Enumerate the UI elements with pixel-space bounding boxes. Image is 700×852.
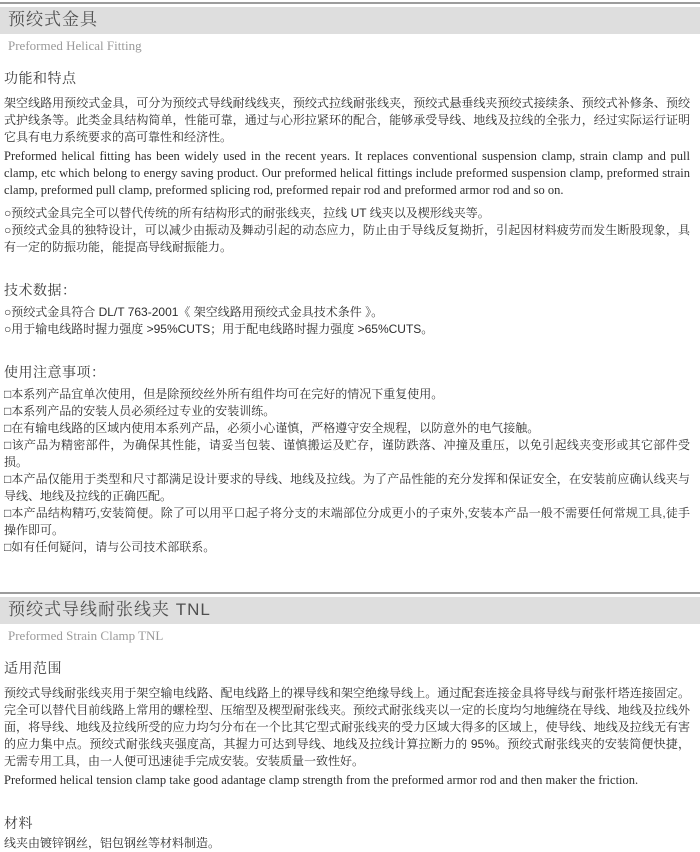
section2-title: 预绞式导线耐张线夹 TNL: [8, 600, 211, 619]
tech-bullet-list: [4, 304, 690, 338]
section2-subtitle: Preformed Strain Clamp TNL: [8, 628, 164, 643]
usage-bullet: □如有任何疑问，请与公司技术部联系。: [4, 540, 216, 554]
section-gap: [0, 556, 700, 590]
feature-bullet: ○预绞式金具的独特设计，可以减少由振动及舞动引起的动态应力，防止由于导线反复拗折，引起因材料疲劳而发生断股现象，具有一定的防振功能，能提高导线耐振能力。: [4, 223, 690, 254]
tech-bullet: ○预绞式金具符合 DL/T 763-2001《 架空线路用预绞式金具技术条件 》。: [4, 305, 384, 319]
usage-bullet: □本系列产品的安装人员必须经过专业的安装训练。: [4, 404, 276, 418]
scope-paragraph-en: Preformed helical tension clamp take good adantage clamp strength from the preformed armor rod and then maker the friction.: [4, 773, 639, 787]
document-page: [0, 2, 700, 852]
usage-bullet: □本系列产品宜单次使用，但是除预绞丝外所有组件均可在完好的情况下重复使用。: [4, 387, 444, 401]
features-heading: 功能和特点: [4, 70, 77, 86]
usage-bullet: □该产品为精密部件，为确保其性能，请妥当包装、谨慎搬运及贮存，谨防跌落、冲撞及重压，以免引起线夹变形或其它部件受损。: [4, 438, 690, 469]
usage-bullet: □在有输电线路的区域内使用本系列产品，必须小心谨慎，严格遵守安全规程，以防意外的电气接触。: [4, 421, 540, 435]
material-heading: 材料: [4, 815, 33, 831]
section1-subtitle: Preformed Helical Fitting: [8, 38, 142, 53]
usage-bullet-list: [4, 386, 690, 556]
usage-bullet: □本产品结构精巧,安装简便。除了可以用平口起子将分支的末端部位分成更小的子束外,安装本产品一般不需要任何常规工具,徒手操作即可。: [4, 506, 690, 537]
features-paragraph-zh: 架空线路用预绞式金具，可分为预绞式导线耐线线夹，预绞式拉线耐张线夹，预绞式悬垂线夹预绞式接续条、预绞式补修条、预绞式护线条等。此类金具结构简单，性能可靠，通过与心形拉紧环的配合，能够承受导线、地线及拉线的全张力，经过实际运行证明它具有电力系统要求的高可靠性和经济性。: [4, 96, 690, 144]
features-bullet-list: [4, 205, 690, 256]
section2-header-bar: [0, 597, 700, 624]
material-paragraph-zh: 线夹由镀锌钢丝，铝包钢丝等材料制造。: [4, 836, 221, 850]
scope-heading: 适用范围: [4, 660, 62, 676]
section1-header-bar: [0, 7, 700, 34]
section1-title: 预绞式金具: [8, 10, 98, 29]
usage-bullet: □本产品仅能用于类型和尺寸都满足设计要求的导线、地线及拉线。为了产品性能的充分发挥和保证安全，在安装前应确认线夹与导线、地线及拉线的正确匹配。: [4, 472, 690, 503]
tech-bullet: ○用于输电线路时握力强度 >95%CUTS；用于配电线路时握力强度 >65%CUTS。: [4, 322, 434, 336]
features-paragraph-en: Preformed helical fitting has been widely used in the recent years. It replaces conventional suspension clamp, strain clamp and pull clamp, etc which belong to energy saving product. Our preformed helical fittings include preformed suspension clamp, preformed strain clamp, preformed pull clamp, preformed splicing rod, preformed repair rod and preformed armor rod and so on.: [4, 149, 690, 197]
feature-bullet: ○预绞式金具完全可以替代传统的所有结构形式的耐张线夹，拉线 UT 线夹以及楔形线夹等。: [4, 206, 490, 220]
usage-heading: 使用注意事项：: [4, 364, 106, 380]
scope-paragraph-zh: 预绞式导线耐张线夹用于架空输电线路、配电线路上的裸导线和架空绝缘导线上。通过配套连接金具将导线与耐张杆塔连接固定。完全可以替代目前线路上常用的螺栓型、压缩型及楔型耐张线夹。预绞式耐张线夹以一定的长度均匀地缠绕在导线、地线及拉线外面，将导线、地线及拉线所受的应力均匀分布在一个比其它型式耐张线夹的受力区域大得多的区域上，使导线、地线及拉线无有害的应力集中点。预绞式耐张线夹强度高，其握力可达到导线、地线及拉线计算拉断力的 95%。预绞式耐张线夹的安装简便快捷，无需专用工具，由一人便可迅速徒手完成安装。安装质量一致性好。: [4, 686, 690, 768]
header-rule: [0, 2, 700, 4]
header-rule: [0, 592, 700, 594]
tech-heading: 技术数据：: [4, 282, 77, 298]
